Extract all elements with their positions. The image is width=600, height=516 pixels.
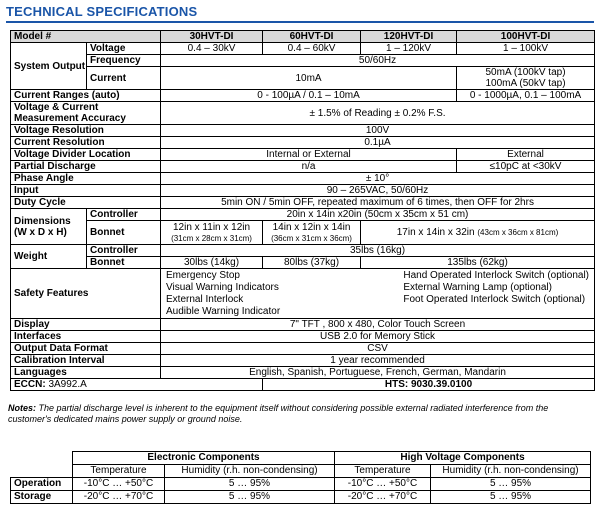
page-title: TECHNICAL SPECIFICATIONS bbox=[6, 4, 198, 19]
storage-h-temp: -20°C … +70°C bbox=[335, 491, 431, 504]
hts-value: HTS: 9030.39.0100 bbox=[263, 379, 595, 391]
voltage-resolution-value: 100V bbox=[161, 125, 595, 137]
display-value: 7" TFT , 800 x 480, Color Touch Screen bbox=[161, 319, 595, 331]
hv-components-header: High Voltage Components bbox=[335, 452, 591, 465]
accuracy-label bbox=[11, 102, 161, 125]
partial-discharge-label: Partial Discharge bbox=[11, 161, 161, 173]
current-value: 10mA bbox=[161, 67, 457, 90]
dimensions-label bbox=[11, 209, 87, 245]
eccn-cell bbox=[11, 379, 263, 391]
storage-e-temp: -20°C … +70°C bbox=[73, 491, 165, 504]
storage-h-humidity: 5 … 95% bbox=[431, 491, 591, 504]
weight-bonnet-30: 30lbs (14kg) bbox=[161, 257, 263, 269]
output-format-value: CSV bbox=[161, 343, 595, 355]
safety-item: External Interlock bbox=[166, 293, 244, 305]
h-temp-header: Temperature bbox=[335, 465, 431, 478]
environment-table bbox=[10, 451, 591, 504]
dimensions-controller-label: Controller bbox=[87, 209, 161, 221]
safety-item: Audible Warning Indicator bbox=[166, 305, 281, 317]
voltage-60: 0.4 – 60kV bbox=[263, 43, 361, 55]
safety-label: Safety Features bbox=[11, 269, 161, 319]
current-label: Current bbox=[87, 67, 161, 90]
safety-item: Hand Operated Interlock Switch (optional) bbox=[403, 269, 590, 281]
model-60: 60HVT-DI bbox=[263, 31, 361, 43]
spec-table bbox=[10, 30, 595, 391]
dimensions-bonnet-rest-metric: (43cm x 36cm x 81cm) bbox=[477, 228, 559, 237]
calibration-label: Calibration Interval bbox=[11, 355, 161, 367]
dimensions-label-line2: (W x D x H) bbox=[14, 226, 67, 238]
input-label: Input bbox=[11, 185, 161, 197]
weight-controller-label: Controller bbox=[87, 245, 161, 257]
output-format-label: Output Data Format bbox=[11, 343, 161, 355]
weight-bonnet-60: 80lbs (37kg) bbox=[263, 257, 361, 269]
weight-bonnet-label: Bonnet bbox=[87, 257, 161, 269]
voltage-100: 1 – 100kV bbox=[457, 43, 595, 55]
model-100: 100HVT-DI bbox=[457, 31, 595, 43]
dimensions-bonnet-rest bbox=[361, 221, 595, 245]
interfaces-label: Interfaces bbox=[11, 331, 161, 343]
safety-item: Visual Warning Indicators bbox=[166, 281, 279, 293]
display-label: Display bbox=[11, 319, 161, 331]
dimensions-label-line1: Dimensions bbox=[14, 215, 71, 227]
languages-value: English, Spanish, Portuguese, French, German, Mandarin bbox=[161, 367, 595, 379]
calibration-value: 1 year recommended bbox=[161, 355, 595, 367]
accuracy-label-line2: Measurement Accuracy bbox=[14, 113, 126, 124]
current-ranges-value: 0 - 100µA / 0.1 – 10mA bbox=[161, 90, 457, 102]
current-value-100 bbox=[457, 67, 595, 90]
dimensions-bonnet-label: Bonnet bbox=[87, 221, 161, 245]
languages-label: Languages bbox=[11, 367, 161, 379]
electronic-components-header: Electronic Components bbox=[73, 452, 335, 465]
table-row bbox=[11, 478, 591, 491]
eccn-value: 3A992.A bbox=[48, 379, 87, 390]
safety-right-list bbox=[403, 270, 589, 318]
duty-cycle-label: Duty Cycle bbox=[11, 197, 161, 209]
weight-label: Weight bbox=[11, 245, 87, 269]
safety-value bbox=[161, 269, 595, 319]
dimensions-bonnet-rest-main: 17in x 14in x 32in bbox=[396, 227, 475, 238]
operation-h-temp: -10°C … +50°C bbox=[335, 478, 431, 491]
dimensions-bonnet-30 bbox=[161, 221, 263, 245]
operation-label: Operation bbox=[11, 478, 73, 491]
divider-location-label: Voltage Divider Location bbox=[11, 149, 161, 161]
h-humidity-header: Humidity (r.h. non-condensing) bbox=[431, 465, 591, 478]
interfaces-value: USB 2.0 for Memory Stick bbox=[161, 331, 595, 343]
voltage-30: 0.4 – 30kV bbox=[161, 43, 263, 55]
current-50kv-tap: 100mA (50kV tap) bbox=[485, 78, 566, 89]
header-row bbox=[11, 31, 595, 43]
voltage-120: 1 – 120kV bbox=[361, 43, 457, 55]
phase-angle-value: ± 10° bbox=[161, 173, 595, 185]
safety-item: Foot Operated Interlock Switch (optional) bbox=[403, 293, 586, 305]
divider-location-value: Internal or External bbox=[161, 149, 457, 161]
safety-left-list bbox=[166, 270, 280, 318]
model-30: 30HVT-DI bbox=[161, 31, 263, 43]
input-value: 90 – 265VAC, 50/60Hz bbox=[161, 185, 595, 197]
notes-text: The partial discharge level is inherent to the equipment itself without considering possible external radiated interference from the customer's dedicated mains power supply or ground noise. bbox=[8, 403, 549, 424]
storage-e-humidity: 5 … 95% bbox=[165, 491, 335, 504]
current-resolution-label: Current Resolution bbox=[11, 137, 161, 149]
divider-location-value-100: External bbox=[457, 149, 595, 161]
accuracy-label-line1: Voltage & Current bbox=[14, 102, 99, 113]
env-corner bbox=[11, 452, 73, 465]
table-row bbox=[11, 491, 591, 504]
dimensions-bonnet-60-metric: (36cm x 31cm x 36cm) bbox=[271, 233, 352, 243]
operation-e-temp: -10°C … +50°C bbox=[73, 478, 165, 491]
env-corner-2 bbox=[11, 465, 73, 478]
operation-e-humidity: 5 … 95% bbox=[165, 478, 335, 491]
operation-h-humidity: 5 … 95% bbox=[431, 478, 591, 491]
partial-discharge-value: n/a bbox=[161, 161, 457, 173]
current-100kv-tap: 50mA (100kV tap) bbox=[485, 67, 566, 78]
safety-item: External Warning Lamp (optional) bbox=[403, 281, 552, 293]
accuracy-value: ± 1.5% of Reading ± 0.2% F.S. bbox=[161, 102, 595, 125]
safety-item: Emergency Stop bbox=[166, 269, 240, 281]
storage-label: Storage bbox=[11, 491, 73, 504]
frequency-value: 50/60Hz bbox=[161, 55, 595, 67]
system-output-label: System Output bbox=[11, 43, 87, 90]
title-rule bbox=[6, 21, 594, 23]
notes bbox=[8, 403, 594, 425]
dimensions-bonnet-30-metric: (31cm x 28cm x 31cm) bbox=[171, 233, 252, 243]
dimensions-controller-value: 20in x 14in x20in (50cm x 35cm x 51 cm) bbox=[161, 209, 595, 221]
current-resolution-value: 0.1µA bbox=[161, 137, 595, 149]
eccn-label: ECCN: bbox=[14, 379, 46, 390]
model-label: Model # bbox=[11, 31, 161, 43]
model-120: 120HVT-DI bbox=[361, 31, 457, 43]
current-ranges-label: Current Ranges (auto) bbox=[11, 90, 161, 102]
dimensions-bonnet-30-main: 12in x 11in x 12in bbox=[172, 221, 251, 233]
weight-controller-value: 35lbs (16kg) bbox=[161, 245, 595, 257]
e-humidity-header: Humidity (r.h. non-condensing) bbox=[165, 465, 335, 478]
voltage-resolution-label: Voltage Resolution bbox=[11, 125, 161, 137]
duty-cycle-value: 5min ON / 5min OFF, repeated maximum of 6 times, then OFF for 2hrs bbox=[161, 197, 595, 209]
phase-angle-label: Phase Angle bbox=[11, 173, 161, 185]
e-temp-header: Temperature bbox=[73, 465, 165, 478]
dimensions-bonnet-60-main: 14in x 12in x 14in bbox=[272, 221, 351, 233]
dimensions-bonnet-60 bbox=[263, 221, 361, 245]
current-ranges-value-100: 0 - 1000µA, 0.1 – 100mA bbox=[457, 90, 595, 102]
weight-bonnet-rest: 135lbs (62kg) bbox=[361, 257, 595, 269]
notes-lead: Notes: bbox=[8, 403, 37, 413]
partial-discharge-value-100: ≤10pC at <30kV bbox=[457, 161, 595, 173]
frequency-label: Frequency bbox=[87, 55, 161, 67]
voltage-label: Voltage bbox=[87, 43, 161, 55]
